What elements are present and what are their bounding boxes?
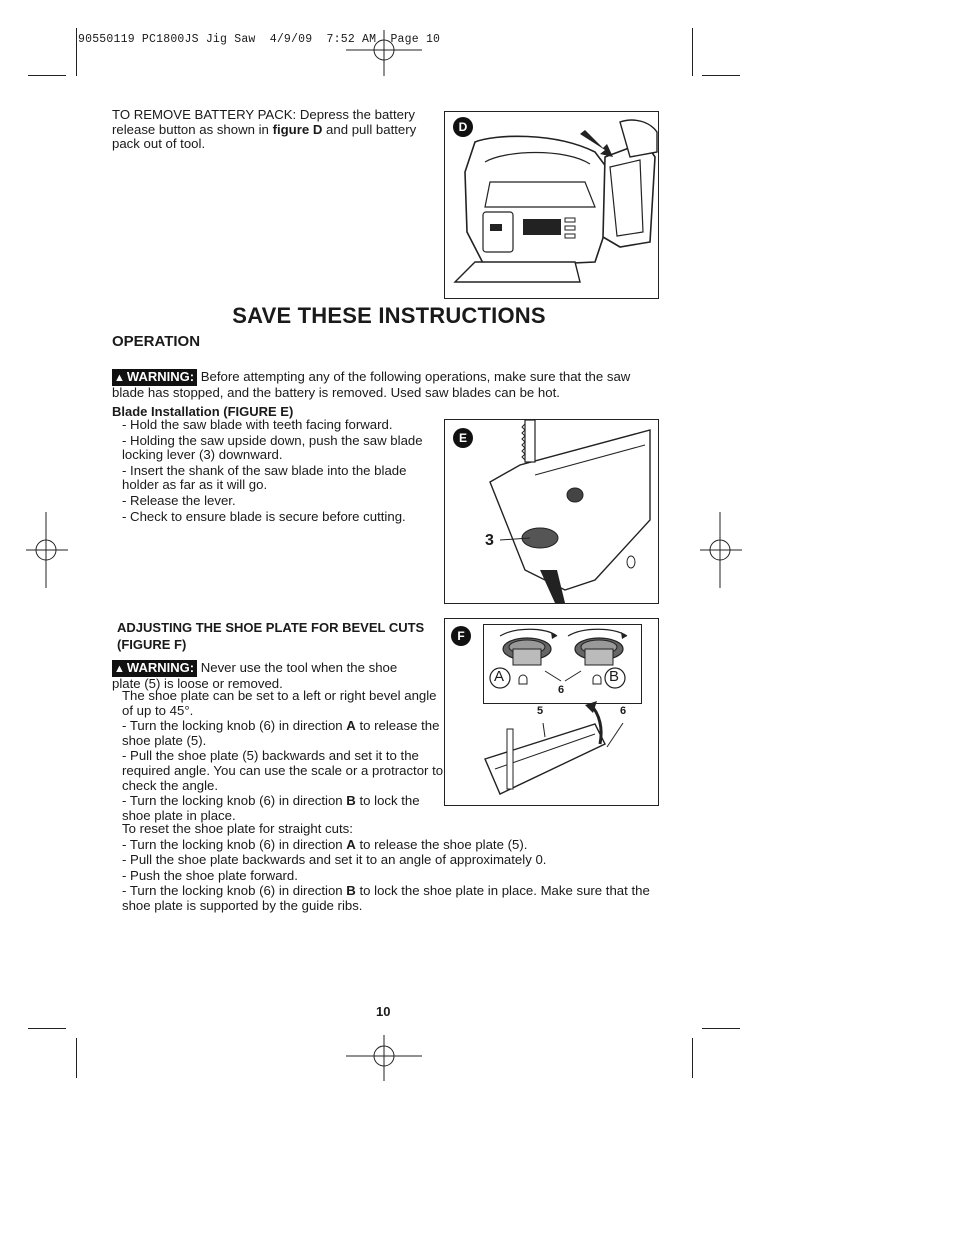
warning-label: WARNING: [126, 660, 195, 675]
warning-triangle-icon: ▲ [114, 372, 125, 384]
reset-step-2: - Pull the shoe plate backwards and set it to an angle of approximately 0. [122, 852, 547, 868]
direction-b-label: B [609, 668, 620, 685]
battery-text: TO REMOVE BATTERY PACK: Depress the battery release button as shown in [112, 107, 415, 137]
warning-badge [112, 369, 197, 386]
list-item: - Hold the saw blade with teeth facing forward. [122, 417, 393, 432]
blade-installation-heading: Blade Installation (FIGURE E) [112, 404, 294, 419]
warning-label: WARNING: [126, 369, 195, 384]
reset-step-4: - Turn the locking knob (6) in direction B to lock the shoe plate in place. Make sure that the shoe plate is supported by the guide ribs. [122, 883, 650, 913]
figure-e-label: E [453, 428, 473, 448]
warning-triangle-icon: ▲ [114, 663, 125, 675]
reset-step-1: - Turn the locking knob (6) in direction A to release the shoe plate (5). [122, 836, 528, 852]
label-5: 5 [537, 705, 544, 717]
figure-f-label: F [451, 626, 471, 646]
reset-intro: To reset the shoe plate for straight cuts: [122, 821, 353, 836]
shoe-step-3: - Turn the locking knob (6) in direction B to lock the shoe plate in place. [122, 793, 420, 823]
reset-step-3: - Push the shoe plate forward. [122, 867, 298, 883]
figure-e [444, 419, 659, 604]
page-number: 10 [376, 1004, 391, 1019]
list-item: - Release the lever. [122, 492, 236, 508]
registration-mark-bottom [346, 1035, 422, 1081]
figure-d-label: D [453, 117, 473, 137]
label-6: 6 [620, 705, 627, 717]
battery-paragraph [112, 108, 442, 152]
list-item: - Holding the saw upside down, push the saw blade locking lever (3) downward. [122, 432, 423, 463]
list-item: - Check to ensure blade is secure before cutting. [122, 508, 406, 524]
battery-text-tail: and pull battery pack out of tool. [112, 121, 417, 152]
label-6-inset: 6 [558, 684, 565, 696]
battery-figure-ref: figure D [272, 121, 323, 137]
crop-mark [692, 1038, 693, 1078]
shoe-plate-steps [122, 689, 444, 823]
crop-mark [702, 75, 740, 76]
operation-warning-text: Before attempting any of the following operations, make sure that the saw blade has stopped, and the battery is removed. Used saw blades can be hot. [112, 369, 631, 400]
figure-f [444, 618, 659, 806]
operation-heading: OPERATION [112, 333, 201, 350]
crop-mark [692, 28, 693, 76]
print-slug: 90550119 PC1800JS Jig Saw 4/9/09 7:52 AM Page 10 [78, 33, 441, 46]
shoe-plate-heading: ADJUSTING THE SHOE PLATE FOR BEVEL CUTS (FIGURE F) [117, 620, 425, 652]
crop-mark [702, 1028, 740, 1029]
registration-mark-left [26, 512, 68, 588]
shoe-step-2: - Pull the shoe plate (5) backwards and set it to the required angle. You can use the scale or a protractor to check the angle. [122, 748, 444, 793]
operation-warning [112, 369, 652, 401]
blade-holder-illustration [445, 420, 658, 603]
shoe-intro: The shoe plate can be set to a left or right bevel angle of up to 45°. [122, 688, 437, 718]
blade-installation-list [122, 418, 440, 524]
shoe-plate-warning [112, 660, 428, 692]
crop-mark [76, 1038, 77, 1078]
list-item: - Insert the shank of the saw blade into the blade holder as far as it will go. [122, 462, 407, 493]
crop-mark [28, 75, 66, 76]
shoe-warning-text: Never use the tool when the shoe plate (5) is loose or removed. [112, 660, 398, 691]
crop-mark [28, 1028, 66, 1029]
jig-saw-battery-illustration [445, 112, 658, 298]
warning-badge [112, 660, 197, 677]
shoe-step-1: - Turn the locking knob (6) in direction A to release the shoe plate (5). [122, 718, 440, 748]
shoe-reset-steps [122, 822, 662, 914]
callout-3: 3 [485, 532, 494, 549]
page-title: SAVE THESE INSTRUCTIONS [232, 303, 546, 328]
figure-d [444, 111, 659, 299]
registration-mark-right [700, 512, 742, 588]
crop-mark [76, 28, 77, 76]
direction-a-label: A [494, 668, 505, 685]
